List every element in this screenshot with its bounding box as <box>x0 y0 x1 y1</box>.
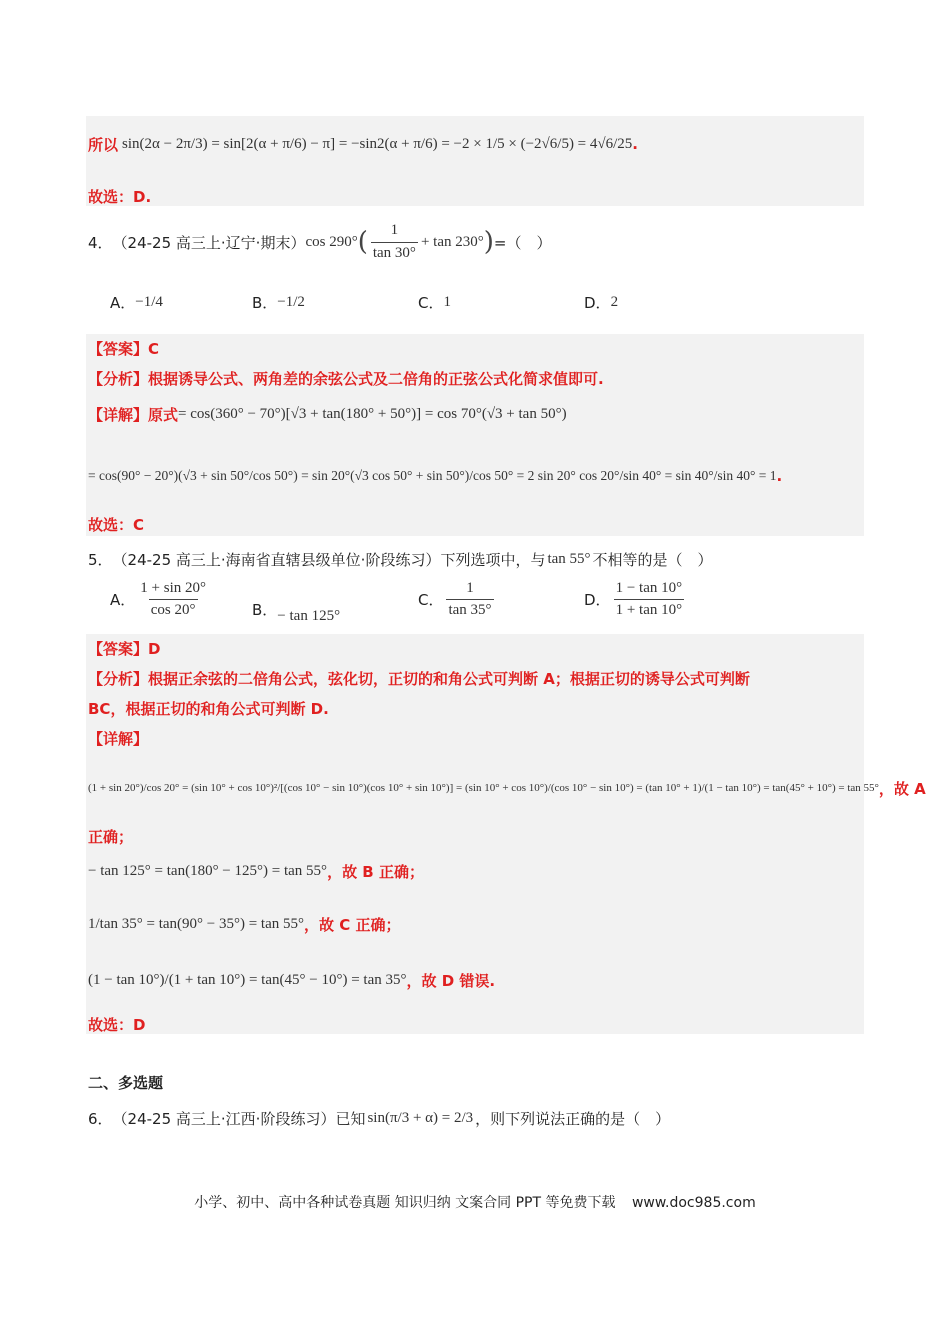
q3-end: . <box>632 135 638 153</box>
q5-source: （24-25 高三上·海南省直辖县级单位·阶段练习）下列选项中，与 <box>112 550 546 569</box>
q4-analysis-line <box>88 368 604 388</box>
q5-analysis2: BC，根据正切的和角公式可判断 D. <box>88 699 329 718</box>
q4-formula-right: + tan 230° <box>420 233 484 250</box>
q4-option-c-text: 1 <box>443 294 451 310</box>
q5-detail-label: 【详解】 <box>88 729 149 748</box>
q3-formula: sin(2α − 2π/3) = sin[2(α + π/6) − π] = −sin2(α + π/6) = −2 × 1/5 × (−2√6/5) = 4√6/25 <box>122 135 633 152</box>
q5-answer-line <box>88 638 160 658</box>
q5-option-a-frac <box>138 580 208 620</box>
q5-detail-b-formula: − tan 125° = tan(180° − 125°) = tan 55° <box>88 862 328 879</box>
q4-option-a-label: A． <box>110 294 136 312</box>
q6-formula: sin(π/3 + α) = 2/3 <box>367 1109 474 1126</box>
q5-choose: 故选：D <box>88 1015 146 1034</box>
q4-option-a[interactable] <box>110 292 163 313</box>
q4-detail-formula2: = cos(90° − 20°)(√3 + sin 50°/cos 50°) = sin 20°(√3 cos 50° + sin 50°)/cos 50° = 2 sin 20° cos 20°/sin 40° = sin 40°/sin 40° = 1 <box>88 468 777 483</box>
q4-source: （24-25 高三上·辽宁·期末） <box>112 233 306 252</box>
q4-frac-den: tan 30° <box>371 242 418 262</box>
q5-detail-c-tail: ，故 C 正确； <box>304 915 401 934</box>
q4-paren-open: ( <box>357 227 368 257</box>
q4-option-d-label: D． <box>584 294 611 312</box>
q5-tail: 不相等的是（ ） <box>592 550 713 569</box>
q5-option-d-frac <box>614 580 685 620</box>
q5-detail-label-line <box>88 728 148 748</box>
q4-answer-line <box>88 338 159 358</box>
q6-number: 6． <box>88 1109 113 1128</box>
q4-detail-formula1: = cos(360° − 70°)[√3 + tan(180° + 50°)] = cos 70°(√3 + tan 50°) <box>178 405 567 422</box>
q5-option-b-text: − tan 125° <box>277 608 341 624</box>
q4-analysis: 【分析】根据诱导公式、两角差的余弦公式及二倍角的正弦公式化简求值即可. <box>88 369 604 388</box>
q4-number: 4． <box>88 233 113 252</box>
q5-detail-c-formula: 1/tan 35° = tan(90° − 35°) = tan 55° <box>88 915 305 932</box>
q4-formula-left: cos 290° <box>305 233 358 250</box>
q5-detail-d-tail: ，故 D 错误. <box>406 971 496 990</box>
q6-source: （24-25 高三上·江西·阶段练习）已知 <box>112 1109 366 1128</box>
q5-option-b[interactable] <box>252 594 340 625</box>
q4-option-c-label: C． <box>418 294 444 312</box>
q5-option-c-label: C． <box>418 591 444 610</box>
q5-option-d[interactable] <box>584 580 687 620</box>
q4-answer: 【答案】C <box>88 339 160 358</box>
q4-choose: 故选：C <box>88 515 145 534</box>
solution-block-q4 <box>86 334 864 536</box>
q3-prefix: 所以 <box>88 135 119 154</box>
q4-choose-line <box>88 514 144 534</box>
section2-heading: 二、多选题 <box>88 1073 164 1092</box>
footer-text: 小学、初中、高中各种试卷真题 知识归纳 文案合同 PPT 等免费下载 <box>194 1195 616 1211</box>
q5-analysis-line1 <box>88 668 750 688</box>
q5-analysis1: 【分析】根据正余弦的二倍角公式，弦化切，正切的和角公式可判断 A；根据正切的诱导公式可判断 <box>88 669 750 688</box>
q4-option-a-text: −1/4 <box>135 294 163 310</box>
q5-detail-a-tail2: 正确； <box>88 827 134 846</box>
q5-detail-b-tail: ，故 B 正确； <box>327 862 424 881</box>
q4-detail-line1 <box>88 398 567 430</box>
q5-number: 5． <box>88 550 113 569</box>
footer-site-link[interactable]: www.doc985.com <box>631 1195 756 1211</box>
q4-detail-label: 【详解】原式 <box>88 405 179 424</box>
q5-detail-a-tail: ，故 A <box>878 779 926 798</box>
q5-option-d-den: 1 + tan 10° <box>614 599 685 619</box>
q5-formula: tan 55° <box>547 550 591 567</box>
q3-answer: 故选：D. <box>88 187 152 206</box>
q5-option-c[interactable] <box>418 580 497 620</box>
q5-option-d-num: 1 − tan 10° <box>615 580 683 596</box>
q5-detail-a-tail2-line <box>88 826 133 846</box>
q5-detail-a <box>88 766 926 810</box>
q6-stem <box>88 1098 670 1138</box>
q5-detail-d <box>88 960 495 1000</box>
q6-tail: ，则下列说法正确的是（ ） <box>475 1109 671 1128</box>
q4-tail: =（ ） <box>493 233 552 252</box>
q5-option-c-den: tan 35° <box>446 599 493 619</box>
q5-detail-b <box>88 858 424 884</box>
q3-answer-line <box>88 186 151 206</box>
q4-option-d-text: 2 <box>610 294 619 310</box>
q4-frac-num: 1 <box>390 222 399 239</box>
q4-stem <box>88 222 551 262</box>
q5-stem <box>88 548 713 570</box>
q5-option-a-label: A． <box>110 591 136 610</box>
q5-detail-a-formula: (1 + sin 20°)/cos 20° = (sin 10° + cos 10°)²/[(cos 10° − sin 10°)(cos 10° + sin 10°)] = (sin 10° + cos 10°)/(cos 10° − sin 10°) = (tan 10° + 1)/(1 − tan 10°) = tan(45° + 10°) = tan 55° <box>88 782 879 794</box>
q4-option-c[interactable] <box>418 292 451 313</box>
q5-option-a-num: 1 + sin 20° <box>140 580 206 596</box>
q4-paren-close: ) <box>483 227 494 257</box>
q5-detail-d-formula: (1 − tan 10°)/(1 + tan 10°) = tan(45° − 10°) = tan 35° <box>88 971 407 988</box>
section2-heading-line <box>88 1072 163 1092</box>
q4-option-b-text: −1/2 <box>277 294 305 310</box>
q4-detail-end: . <box>776 467 783 485</box>
q5-answer: 【答案】D <box>88 639 161 658</box>
q4-option-d[interactable] <box>584 292 618 313</box>
q5-detail-c <box>88 904 400 944</box>
q5-option-a[interactable] <box>110 580 211 620</box>
q4-option-b-label: B． <box>252 294 278 312</box>
q5-option-a-den: cos 20° <box>149 599 198 619</box>
q5-option-d-label: D． <box>584 591 611 610</box>
q4-fraction <box>371 222 418 262</box>
q5-option-b-label: B． <box>252 601 278 619</box>
q4-option-b[interactable] <box>252 292 305 313</box>
q5-option-c-frac <box>446 580 493 620</box>
q5-choose-line <box>88 1014 145 1034</box>
q5-analysis-line2 <box>88 698 329 718</box>
q5-option-c-num: 1 <box>466 580 474 596</box>
q4-detail-line2 <box>88 452 782 500</box>
q3-conclusion-line <box>88 124 638 164</box>
page-footer <box>0 1192 950 1212</box>
